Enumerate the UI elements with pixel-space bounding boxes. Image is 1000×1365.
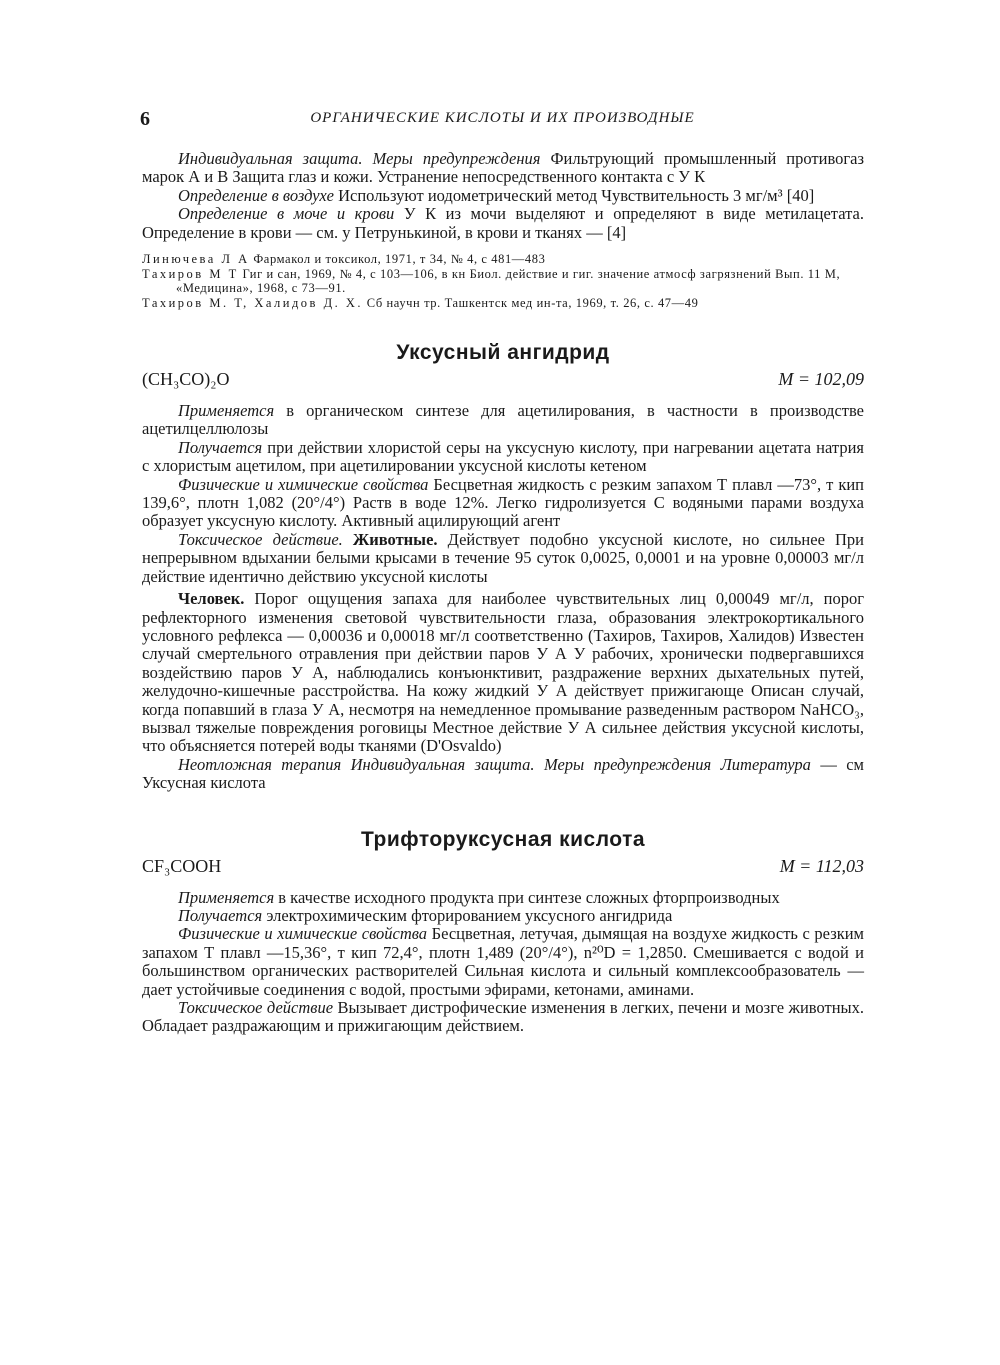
application-text: в качестве исходного продукта при синтезе сложных фторпроизводных	[274, 887, 780, 907]
trifluoroacetic-acid-article	[142, 827, 864, 1036]
properties-text: Бесцветная, летучая, дымящая на воздухе жидкость с резким запахом Т плавл —15,36°, т кип 72,4°, плотн 1,489 (20°/4°), n²⁰D = 1,2850. Смешивается с водой и большинством органических растворителей Сильная кислота и сильный комплексообразователь — дает устойчивые соединения с водой, простыми эфирами, кетонами, аминами.	[142, 924, 864, 999]
protection-text: Фильтрующий промышленный противогаз марок А и В Защита глаз и кожи. Устранение непосредственного контакта с У К	[142, 149, 864, 187]
acetic-anhydride-article	[142, 340, 864, 793]
human-label: Человек.	[178, 589, 245, 609]
reference-author: Линючева Л А	[142, 252, 250, 267]
preparation-text: электрохимическим фторированием уксусного ангидрида	[262, 905, 673, 925]
page-header	[140, 108, 865, 134]
application-text: в органическом синтезе для ацетилирования, в частности в производстве ацетилцеллюлозы	[142, 401, 864, 439]
molecular-mass: M = 112,03	[779, 855, 864, 876]
properties-label: Физические и химические свойства	[178, 474, 429, 494]
toxicity-text: Вызывает дистрофические изменения в легких, печени и мозге животных. Обладает раздражающим и прижигающим действием.	[142, 998, 864, 1036]
page-content	[142, 150, 864, 1036]
toxicity-paragraph	[142, 531, 864, 586]
reference-author: Тахиров М. Т, Халидов Д. Х.	[142, 295, 364, 310]
application-paragraph	[142, 402, 864, 439]
references-list	[142, 252, 864, 310]
article-title: Уксусный ангидрид	[396, 341, 610, 365]
article-title: Трифторуксусная кислота	[360, 827, 646, 851]
formula-row	[142, 366, 864, 392]
application-paragraph	[142, 889, 864, 907]
urine-text: У К из мочи выделяют и определяют в виде метилацетата. Определение в крови — см. у Петрунькиной, в крови и тканях — [4]	[142, 204, 864, 242]
therapy-label: Неотложная терапия Индивидуальная защита. Меры предупреждения Литература	[178, 754, 811, 774]
human-paragraph	[142, 590, 864, 756]
chemical-formula: (CH₃CO)₂O	[142, 369, 230, 390]
human-text: Порог ощущения запаха для наиболее чувствительных лиц 0,00049 мг/л, порог рефлекторного изменения световой чувствительности глаза, образования электрокортикального условного рефлекса — 0,00036 и 0,00018 мг/л соответственно (Тахиров, Тахиров, Халидов) Известен случай смертельного отравления при действии паров У А У рабочих, хронически подвергавшихся воздействию паров У А, наблюдались конъюнктивит, раздражение верхних дыхательных путей, желудочно-кишечные расстройства. На кожу жидкий У А действует прижигающе Описан случай, когда попавший в глаза У А, несмотря на немедленное промывание разведенным раствором NaHCO₃, вызвал тяжелые повреждения роговицы Местное действие У А сильнее действия уксусной кислоты, что объясняется потерей воды тканями (D'Osvaldo)	[142, 589, 864, 756]
formula-row	[142, 853, 864, 879]
therapy-text: — см Уксусная кислота	[142, 754, 864, 793]
toxicity-paragraph	[142, 999, 864, 1036]
application-label: Применяется	[178, 887, 275, 907]
preparation-paragraph	[142, 907, 864, 925]
air-label: Определение в воздухе	[178, 185, 334, 205]
preparation-text: при действии хлористой серы на уксусную кислоту, при нагревании ацетата натрия с хлористым ацетилом, при ацетилировании уксусной кислоты кетеном	[142, 437, 864, 476]
reference-text: Сб научн тр. Ташкентск мед ин-та, 1969, т. 26, с. 47—49	[363, 295, 699, 310]
running-title: ОРГАНИЧЕСКИЕ КИСЛОТЫ И ИХ ПРОИЗВОДНЫЕ	[310, 110, 695, 126]
previous-article-tail	[142, 150, 864, 310]
air-determination-paragraph	[142, 187, 864, 205]
urine-determination-paragraph	[142, 205, 864, 242]
toxicity-text: Действует подобно уксусной кислоте, но сильнее При непрерывном вдыхании белыми крысами в течение 95 суток 0,0025, 0,0001 и на уровне 0,00003 мг/л действие идентично действию уксусной кислоты	[142, 529, 865, 586]
air-text: Используют иодометрический метод Чувствительность 3 мг/м³ [40]	[333, 185, 815, 205]
preparation-label: Получается	[178, 437, 263, 457]
reference-text: Фармакол и токсикол, 1971, т 34, № 4, с 481—483	[249, 252, 546, 267]
properties-text: Бесцветная жидкость с резким запахом Т плавл —73°, т кип 139,6°, плотн 1,082 (20°/4°) Раств в воде 12%. Легко гидролизуется С водяными парами воздуха образует уксусную кислоту. Активный ацилирующий агент	[142, 474, 865, 531]
animals-label: Животные.	[352, 529, 438, 549]
reference-item	[142, 252, 864, 267]
toxicity-label: Токсическое действие.	[178, 529, 343, 549]
urine-label: Определение в моче и крови	[178, 204, 395, 224]
properties-paragraph	[142, 476, 864, 531]
therapy-paragraph	[142, 756, 864, 793]
toxicity-label: Токсическое действие	[178, 998, 334, 1017]
reference-author: Тахиров М Т	[142, 266, 239, 281]
reference-text: Гиг и сан, 1969, № 4, с 103—106, в кн Биол. действие и гиг. значение атмосф загрязнений Вып. 11 М, «Медицина», 1968, с 73—91.	[176, 266, 841, 296]
application-label: Применяется	[178, 401, 275, 421]
properties-label: Физические и химические свойства	[178, 924, 428, 944]
reference-item	[142, 296, 864, 311]
properties-paragraph	[142, 925, 864, 999]
protection-paragraph	[142, 150, 864, 187]
page-number: 6	[140, 108, 150, 130]
reference-item	[142, 267, 864, 296]
preparation-label: Получается	[178, 905, 263, 925]
protection-label: Индивидуальная защита. Меры предупреждения	[178, 149, 541, 168]
molecular-mass: M = 102,09	[778, 369, 864, 390]
chemical-formula: CF₃COOH	[142, 855, 222, 876]
preparation-paragraph	[142, 439, 864, 476]
